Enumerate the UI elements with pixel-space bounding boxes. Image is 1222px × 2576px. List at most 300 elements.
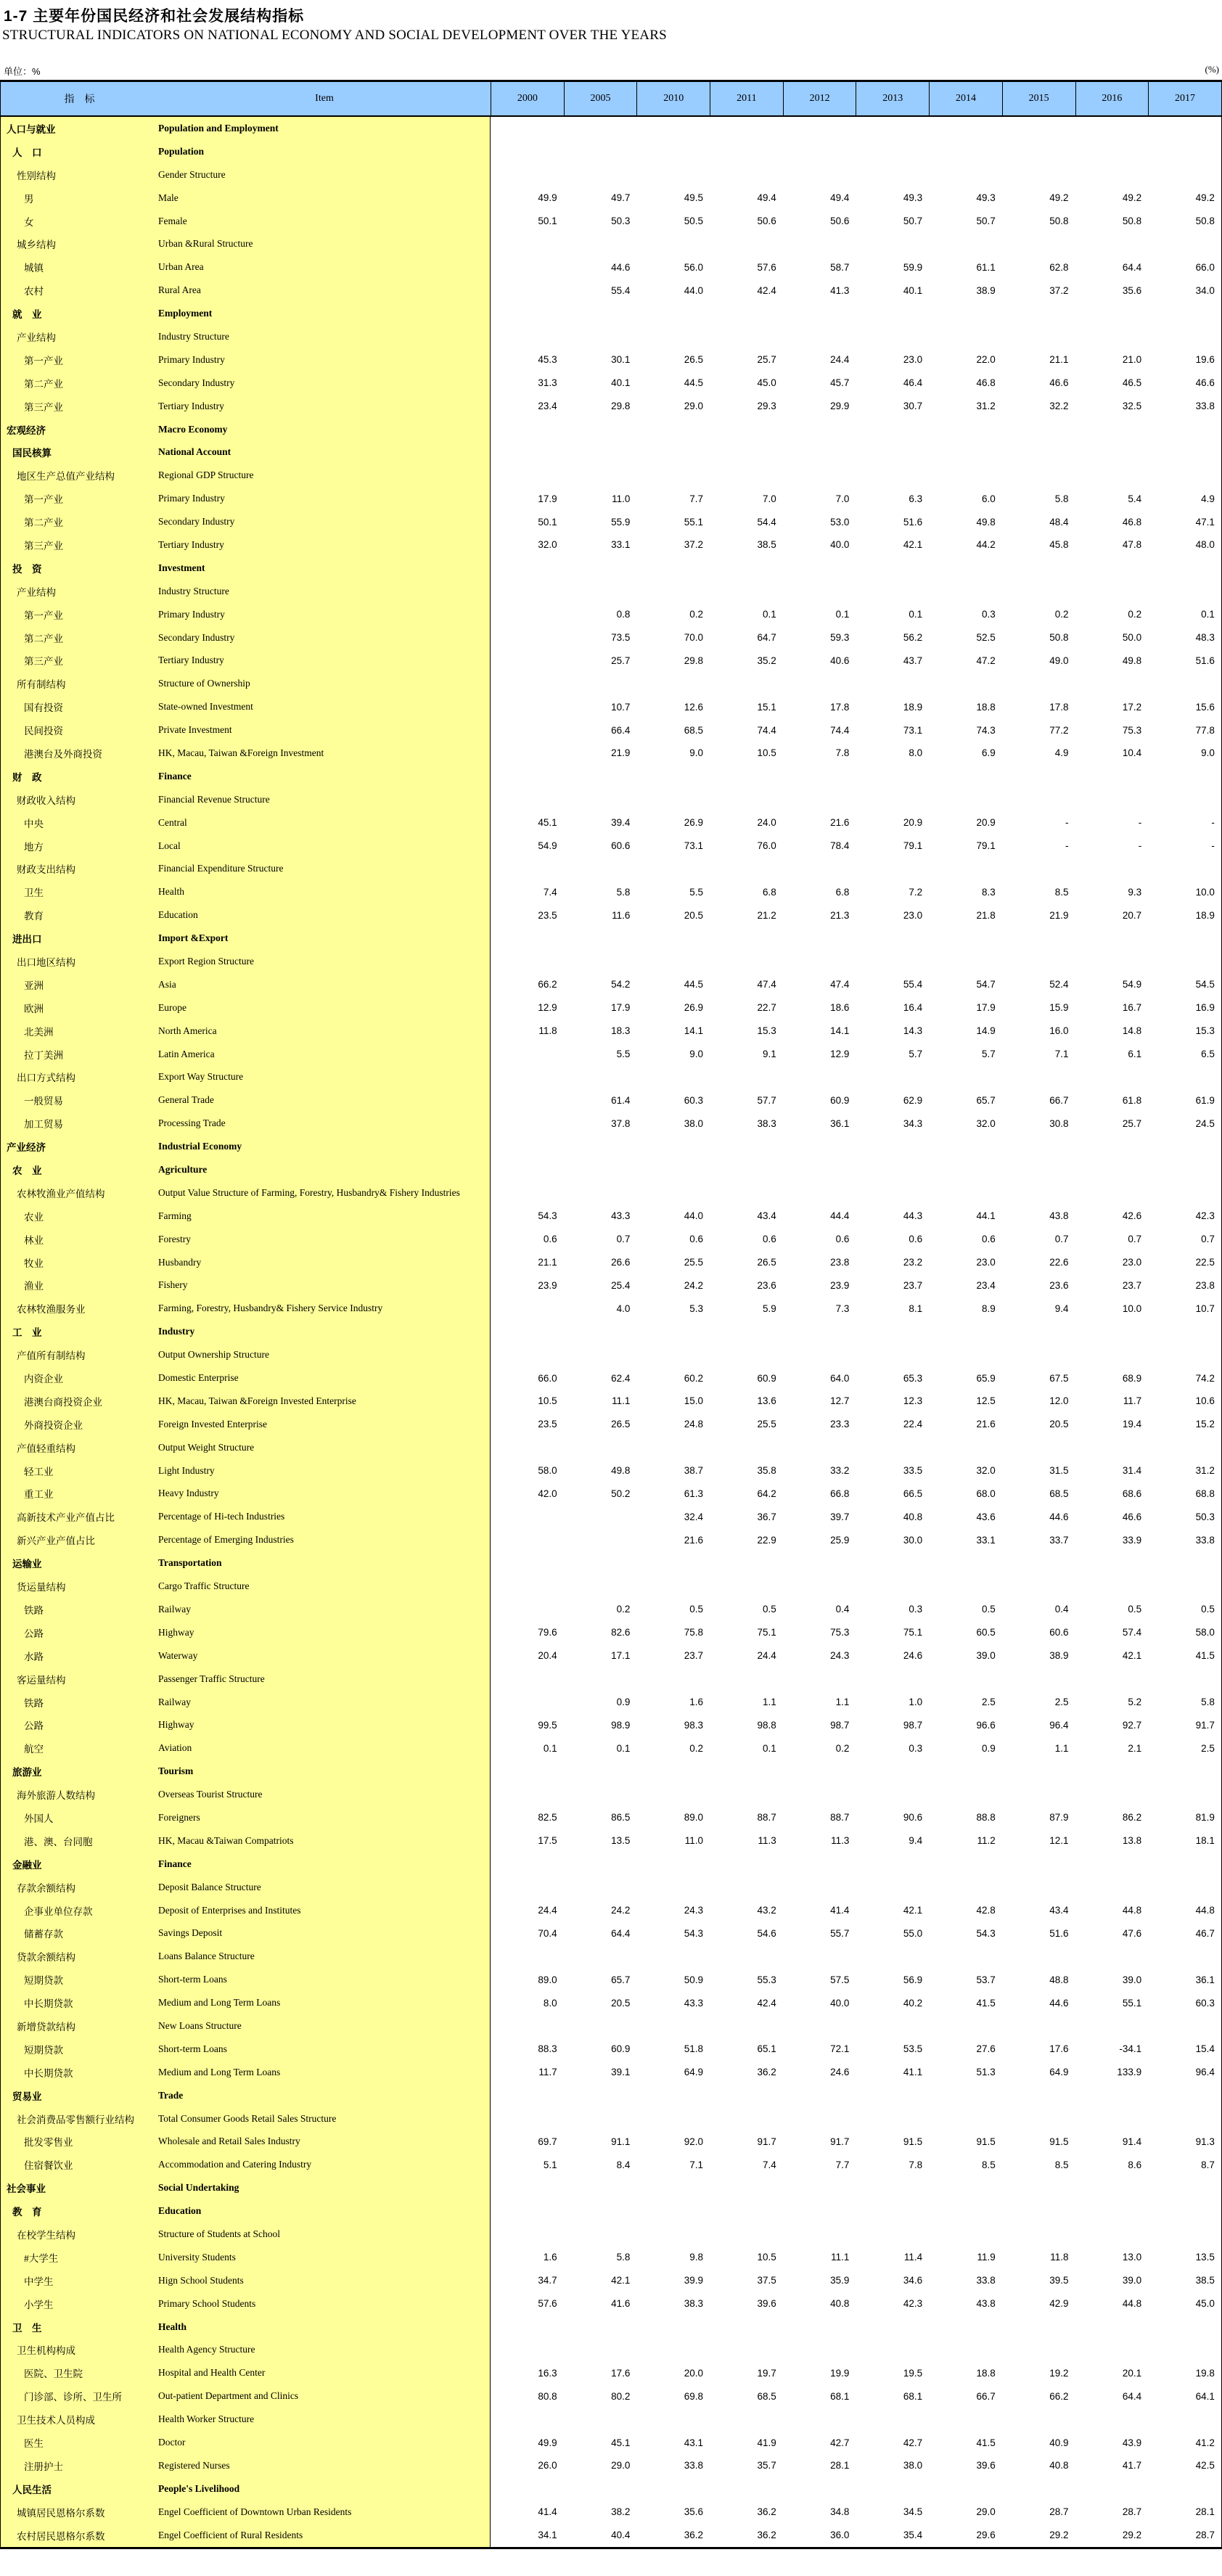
page-title-en: STRUCTURAL INDICATORS ON NATIONAL ECONOMY AND SOCIAL DEVELOPMENT OVER THE YEARS: [2, 28, 667, 43]
indicator-zh: 小学生: [1, 2292, 158, 2315]
indicator-zh: 医生: [1, 2431, 158, 2454]
value-cell: 49.8: [976, 516, 996, 528]
indicator-en: Latin America: [158, 1043, 491, 1066]
value-cell: 88.3: [538, 2043, 557, 2055]
value-cell: 18.1: [1195, 1835, 1215, 1847]
value-cell: 76.0: [757, 840, 776, 852]
indicator-en: Accommodation and Catering Industry: [158, 2153, 491, 2176]
value-cell: 54.9: [538, 840, 557, 852]
value-cell: 26.5: [757, 1257, 776, 1268]
indicator-en: Local: [158, 834, 491, 858]
indicator-zh: #大学生: [1, 2246, 158, 2269]
indicator-zh: 国民核算: [1, 440, 158, 464]
value-cell: 11.6: [612, 909, 631, 921]
value-cell: 44.0: [684, 284, 704, 296]
indicator-en: Out-patient Department and Clinics: [158, 2384, 491, 2408]
indicator-zh: 港澳台商投资企业: [1, 1390, 158, 1413]
value-cell: 38.5: [757, 539, 776, 551]
value-cell: 41.6: [611, 2298, 631, 2310]
table-row: [1, 1436, 1221, 1459]
table-row: [1, 2153, 1221, 2176]
indicator-en: Export Way Structure: [158, 1066, 491, 1089]
value-cell: 60.3: [1195, 1997, 1215, 2009]
indicator-en: Hospital and Health Center: [158, 2361, 491, 2384]
value-cell: 39.5: [1049, 2275, 1069, 2286]
value-cell: 50.7: [976, 216, 996, 226]
value-cell: 25.7: [611, 655, 631, 666]
value-cell: 39.0: [1122, 2275, 1142, 2286]
value-cell: 44.3: [903, 1210, 923, 1222]
indicator-zh: 第三产业: [1, 649, 158, 672]
value-cell: 11.1: [831, 2252, 850, 2263]
value-cell: 21.6: [830, 817, 850, 829]
year-column-header: 2010: [636, 82, 710, 115]
value-cell: 0.6: [762, 1234, 776, 1245]
value-cell: 40.6: [830, 655, 850, 666]
value-cell: 75.3: [830, 1627, 850, 1638]
value-cell: 25.5: [684, 1257, 704, 1268]
table-row: [1, 1343, 1221, 1366]
value-cell: 64.4: [1122, 2390, 1142, 2402]
indicator-en: Health Agency Structure: [158, 2339, 491, 2362]
value-cell: 24.3: [830, 1650, 850, 1662]
value-cell: 43.4: [1049, 1905, 1069, 1916]
table-row: [1, 1297, 1221, 1320]
indicator-zh: 亚洲: [1, 973, 158, 996]
value-cell: 73.1: [903, 724, 923, 736]
value-cell: 64.4: [611, 1927, 631, 1939]
value-cell: 96.4: [1195, 2067, 1215, 2078]
table-row: [1, 2339, 1221, 2362]
value-cell: 48.3: [1195, 632, 1215, 644]
value-cell: 55.0: [903, 1927, 923, 1939]
value-cell: 91.7: [830, 2136, 850, 2147]
value-cell: 42.7: [903, 2437, 923, 2448]
value-cell: 77.2: [1049, 724, 1069, 736]
indicator-zh: 外国人: [1, 1806, 158, 1829]
indicator-zh: 就 业: [1, 302, 158, 325]
value-cell: 42.0: [538, 1488, 557, 1499]
indicator-en: Employment: [158, 302, 491, 325]
indicator-en: Railway: [158, 1691, 491, 1714]
indicator-en: North America: [158, 1020, 491, 1043]
indicator-zh: 卫生: [1, 880, 158, 903]
value-cell: 60.9: [757, 1372, 776, 1384]
value-cell: 11.8: [1050, 2252, 1069, 2263]
value-cell: -34.1: [1119, 2043, 1142, 2055]
indicator-en: Fishery: [158, 1274, 491, 1297]
value-cell: 25.5: [757, 1419, 776, 1430]
indicator-en: Health Worker Structure: [158, 2408, 491, 2431]
indicator-zh: 农村居民恩格尔系数: [1, 2524, 158, 2547]
value-cell: 41.5: [1195, 1650, 1215, 1662]
indicator-en: Overseas Tourist Structure: [158, 1783, 491, 1806]
value-cell: 33.7: [1049, 1534, 1069, 1546]
value-cell: 42.8: [976, 1905, 996, 1916]
value-cell: 45.8: [1049, 539, 1069, 551]
indicator-en: People's Livelihood: [158, 2477, 491, 2501]
value-cell: 0.3: [982, 609, 996, 620]
value-cell: 31.2: [1195, 1465, 1215, 1477]
value-cell: 35.6: [684, 2506, 704, 2518]
value-cell: 26.5: [611, 1419, 631, 1430]
value-cell: 11.8: [538, 1025, 557, 1037]
value-cell: 28.7: [1122, 2506, 1142, 2518]
value-cell: 11.4: [903, 2252, 923, 2263]
value-cell: 47.4: [757, 979, 776, 990]
value-cell: 7.7: [835, 2159, 850, 2170]
value-cell: 0.1: [1201, 609, 1215, 620]
value-cell: 66.4: [611, 724, 631, 736]
table-row: [1, 117, 1221, 140]
value-cell: 23.4: [538, 401, 557, 412]
table-row: [1, 1853, 1221, 1876]
value-cell: 64.9: [684, 2067, 704, 2078]
value-cell: 89.0: [684, 1812, 704, 1824]
value-cell: 49.8: [1122, 655, 1142, 666]
value-cell: 34.8: [830, 2506, 850, 2518]
value-cell: 45.1: [611, 2437, 631, 2448]
value-cell: 29.8: [684, 655, 704, 666]
indicator-zh: 客运量结构: [1, 1668, 158, 1691]
value-cell: 38.9: [976, 284, 996, 296]
value-cell: 5.9: [762, 1303, 776, 1314]
table-row: [1, 1899, 1221, 1922]
value-cell: 13.5: [1195, 2252, 1215, 2263]
value-cell: 5.2: [1128, 1697, 1142, 1707]
value-cell: 31.2: [976, 401, 996, 412]
table-row: [1, 2199, 1221, 2223]
value-cell: 36.2: [684, 2530, 704, 2541]
value-cell: 9.3: [1128, 886, 1142, 898]
value-cell: 68.0: [976, 1488, 996, 1499]
value-cell: 23.7: [684, 1650, 704, 1662]
table-row: [1, 811, 1221, 834]
value-cell: 36.2: [757, 2506, 776, 2518]
value-cell: 92.7: [1122, 1719, 1142, 1731]
indicator-zh: 农村: [1, 279, 158, 302]
value-cell: 21.6: [684, 1534, 704, 1546]
value-cell: 91.4: [1122, 2136, 1142, 2147]
value-cell: 8.5: [982, 2159, 996, 2170]
value-cell: 51.6: [1195, 655, 1215, 666]
indicator-en: Domestic Enterprise: [158, 1366, 491, 1390]
value-cell: 21.1: [1049, 354, 1069, 366]
indicator-zh: 林业: [1, 1228, 158, 1251]
table-row: [1, 348, 1221, 372]
indicator-en: Finance: [158, 1853, 491, 1876]
value-cell: 0.1: [835, 609, 850, 620]
value-cell: 7.4: [543, 886, 557, 898]
value-cell: 46.8: [976, 377, 996, 389]
value-cell: 87.9: [1049, 1812, 1069, 1824]
indicator-en: Percentage of Emerging Industries: [158, 1528, 491, 1551]
table-row: [1, 1043, 1221, 1066]
table-row: [1, 2477, 1221, 2501]
value-cell: 23.6: [757, 1279, 776, 1291]
value-cell: -: [1138, 817, 1142, 829]
value-cell: 72.1: [830, 2043, 850, 2055]
value-cell: 24.4: [830, 354, 850, 366]
table-row: [1, 1482, 1221, 1506]
value-cell: 0.2: [689, 609, 704, 620]
value-cell: 74.4: [830, 724, 850, 736]
value-cell: 5.7: [909, 1049, 923, 1060]
value-cell: 50.8: [1122, 216, 1142, 226]
value-cell: 37.2: [684, 539, 704, 551]
value-cell: 9.0: [689, 1049, 704, 1060]
value-cell: 91.5: [1049, 2136, 1069, 2147]
value-cell: 20.5: [1049, 1419, 1069, 1430]
indicator-en: Transportation: [158, 1551, 491, 1575]
indicator-zh: 第一产业: [1, 348, 158, 372]
value-cell: 68.5: [757, 2390, 776, 2402]
value-cell: 50.1: [538, 216, 557, 226]
table-row: [1, 279, 1221, 302]
indicator-en: Regional GDP Structure: [158, 464, 491, 487]
value-cell: 91.3: [1195, 2136, 1215, 2147]
indicator-en: Health: [158, 880, 491, 903]
indicator-zh: 加工贸易: [1, 1112, 158, 1135]
value-cell: 49.0: [1049, 655, 1069, 666]
indicator-zh: 牧业: [1, 1251, 158, 1274]
indicator-en: Health: [158, 2315, 491, 2339]
indicator-zh: 欧洲: [1, 996, 158, 1020]
value-cell: 62.4: [611, 1372, 631, 1384]
indicator-en: Total Consumer Goods Retail Sales Structure: [158, 2107, 491, 2130]
value-cell: 75.1: [903, 1627, 923, 1638]
value-cell: 11.0: [612, 493, 631, 504]
indicator-zh: 第二产业: [1, 626, 158, 649]
value-cell: 60.3: [684, 1094, 704, 1106]
value-cell: 70.0: [684, 632, 704, 644]
value-cell: 26.6: [611, 1257, 631, 1268]
value-cell: 1.1: [762, 1697, 776, 1707]
value-cell: 16.3: [538, 2367, 557, 2379]
indicator-zh: 女: [1, 210, 158, 233]
header-indicator-zh: 指 标: [64, 94, 95, 105]
value-cell: 49.2: [1122, 192, 1142, 204]
indicator-zh: 第一产业: [1, 603, 158, 626]
value-cell: 12.9: [538, 1002, 557, 1014]
table-row: [1, 487, 1221, 510]
value-cell: 1.0: [909, 1697, 923, 1707]
page-title-zh: 1-7 主要年份国民经济和社会发展结构指标: [4, 8, 305, 25]
table-row: [1, 533, 1221, 557]
value-cell: 16.9: [1195, 1002, 1215, 1014]
value-cell: 14.3: [903, 1025, 923, 1037]
value-cell: 23.5: [538, 909, 557, 921]
value-cell: 28.1: [1195, 2506, 1215, 2518]
value-cell: 15.3: [757, 1025, 776, 1037]
value-cell: 32.0: [976, 1465, 996, 1477]
indicator-zh: 中长期贷款: [1, 2061, 158, 2084]
value-cell: 60.5: [976, 1627, 996, 1638]
indicator-en: Wholesale and Retail Sales Industry: [158, 2130, 491, 2153]
indicator-en: Trade: [158, 2084, 491, 2107]
value-cell: 17.9: [611, 1002, 631, 1014]
value-cell: 75.1: [757, 1627, 776, 1638]
value-cell: 12.6: [684, 701, 704, 713]
value-cell: 11.1: [612, 1395, 631, 1407]
value-cell: 67.5: [1049, 1372, 1069, 1384]
indicator-en: Secondary Industry: [158, 510, 491, 533]
value-cell: 21.6: [976, 1419, 996, 1430]
value-cell: 68.1: [830, 2390, 850, 2402]
value-cell: 29.8: [611, 401, 631, 412]
value-cell: 0.2: [1128, 609, 1142, 620]
value-cell: 20.0: [684, 2367, 704, 2379]
value-cell: 10.0: [1122, 1303, 1142, 1314]
indicator-en: Short-term Loans: [158, 1968, 491, 1991]
value-cell: 24.8: [684, 1419, 704, 1430]
value-cell: 22.9: [757, 1534, 776, 1546]
value-cell: 7.1: [689, 2159, 704, 2170]
value-cell: 36.1: [1195, 1974, 1215, 1985]
value-cell: 10.4: [1122, 747, 1142, 759]
value-cell: 12.9: [830, 1049, 850, 1060]
value-cell: 43.1: [684, 2437, 704, 2448]
value-cell: 11.0: [684, 1835, 704, 1847]
table-row: [1, 1736, 1221, 1760]
table-row: [1, 2038, 1221, 2061]
indicator-en: University Students: [158, 2246, 491, 2269]
indicator-en: Medium and Long Term Loans: [158, 2061, 491, 2084]
value-cell: 54.3: [538, 1210, 557, 1222]
value-cell: 98.9: [611, 1719, 631, 1731]
value-cell: 34.5: [903, 2506, 923, 2518]
value-cell: 39.6: [976, 2460, 996, 2472]
value-cell: 50.3: [611, 216, 631, 226]
value-cell: 37.8: [611, 1117, 631, 1129]
value-cell: 12.7: [830, 1395, 850, 1407]
value-cell: 89.0: [538, 1974, 557, 1985]
value-cell: 44.5: [684, 979, 704, 990]
table-row: [1, 834, 1221, 858]
indicator-zh: 注册护士: [1, 2454, 158, 2477]
value-cell: 39.7: [830, 1511, 850, 1522]
unit-label-left: 单位：%: [4, 66, 41, 77]
value-cell: 0.5: [982, 1604, 996, 1615]
table-row: [1, 2361, 1221, 2384]
value-cell: 5.5: [616, 1049, 631, 1060]
table-row: [1, 1806, 1221, 1829]
value-cell: 14.1: [830, 1025, 850, 1037]
value-cell: 38.9: [1049, 1650, 1069, 1662]
value-cell: 88.7: [757, 1812, 776, 1824]
indicator-zh: 公路: [1, 1713, 158, 1736]
value-cell: 2.5: [1201, 1742, 1215, 1754]
value-cell: 0.1: [543, 1742, 557, 1754]
value-cell: 49.4: [830, 192, 850, 204]
value-cell: 79.1: [903, 840, 923, 852]
indicator-en: Tertiary Industry: [158, 533, 491, 557]
value-cell: 6.0: [982, 493, 996, 504]
value-cell: 24.3: [684, 1905, 704, 1916]
value-cell: 0.3: [909, 1742, 923, 1754]
value-cell: 60.6: [1049, 1627, 1069, 1638]
table-row: [1, 2384, 1221, 2408]
indicator-en: HK, Macau &Taiwan Compatriots: [158, 1829, 491, 1853]
value-cell: 61.8: [1122, 1094, 1142, 1106]
indicator-en: Primary Industry: [158, 348, 491, 372]
value-cell: 33.1: [976, 1534, 996, 1546]
value-cell: 31.3: [538, 377, 557, 389]
indicator-en: General Trade: [158, 1088, 491, 1112]
value-cell: 40.4: [611, 2530, 631, 2541]
value-cell: 32.0: [538, 539, 557, 551]
value-cell: 47.8: [1122, 539, 1142, 551]
value-cell: 31.5: [1049, 1465, 1069, 1477]
value-cell: 98.7: [830, 1719, 850, 1731]
value-cell: 11.3: [831, 1835, 850, 1847]
value-cell: 60.9: [611, 2043, 631, 2055]
value-cell: 16.0: [1049, 1025, 1069, 1037]
indicator-en: Macro Economy: [158, 418, 491, 441]
value-cell: 17.8: [1049, 701, 1069, 713]
value-cell: -: [1211, 817, 1215, 829]
indicator-en: Primary Industry: [158, 603, 491, 626]
value-cell: 44.6: [611, 261, 631, 273]
value-cell: 50.8: [1195, 216, 1215, 226]
indicator-zh: 轻工业: [1, 1459, 158, 1482]
value-cell: 15.9: [1049, 1002, 1069, 1014]
table-row: [1, 1205, 1221, 1228]
value-cell: 5.1: [543, 2159, 557, 2170]
value-cell: 52.4: [1049, 979, 1069, 990]
value-cell: 44.8: [1122, 1905, 1142, 1916]
value-cell: 33.1: [611, 539, 631, 551]
table-row: [1, 464, 1221, 487]
table-row: [1, 1783, 1221, 1806]
value-cell: 36.1: [830, 1117, 850, 1129]
table-row: [1, 255, 1221, 279]
indicator-zh: 城乡结构: [1, 232, 158, 255]
value-cell: 74.3: [976, 724, 996, 736]
indicator-en: Tertiary Industry: [158, 395, 491, 418]
indicator-zh: 出口地区结构: [1, 950, 158, 973]
value-cell: 64.9: [1049, 2067, 1069, 2078]
indicator-zh: 储蓄存款: [1, 1921, 158, 1945]
value-cell: 57.4: [1122, 1627, 1142, 1638]
value-cell: 28.1: [830, 2460, 850, 2472]
value-cell: 91.1: [611, 2136, 631, 2147]
table-row: [1, 1459, 1221, 1482]
value-cell: 20.5: [684, 909, 704, 921]
indicator-en: Aviation: [158, 1736, 491, 1760]
value-cell: 37.5: [757, 2275, 776, 2286]
value-cell: 13.5: [611, 1835, 631, 1847]
value-cell: 24.6: [830, 2067, 850, 2078]
value-cell: 9.0: [1201, 747, 1215, 759]
value-cell: 9.4: [909, 1835, 923, 1847]
indicator-en: Forestry: [158, 1228, 491, 1251]
indicator-zh: 中学生: [1, 2269, 158, 2292]
value-cell: 23.0: [903, 909, 923, 921]
value-cell: 19.2: [1049, 2367, 1069, 2379]
table-row: [1, 1668, 1221, 1691]
value-cell: 86.2: [1122, 1812, 1142, 1824]
indicator-en: Passenger Traffic Structure: [158, 1668, 491, 1691]
value-cell: 10.0: [1195, 886, 1215, 898]
value-cell: 9.0: [689, 747, 704, 759]
value-cell: 58.0: [1195, 1627, 1215, 1638]
value-cell: 41.9: [757, 2437, 776, 2448]
value-cell: 23.7: [1122, 1279, 1142, 1291]
indicator-en: Hign School Students: [158, 2269, 491, 2292]
indicator-en: Light Industry: [158, 1459, 491, 1482]
value-cell: 38.3: [757, 1117, 776, 1129]
